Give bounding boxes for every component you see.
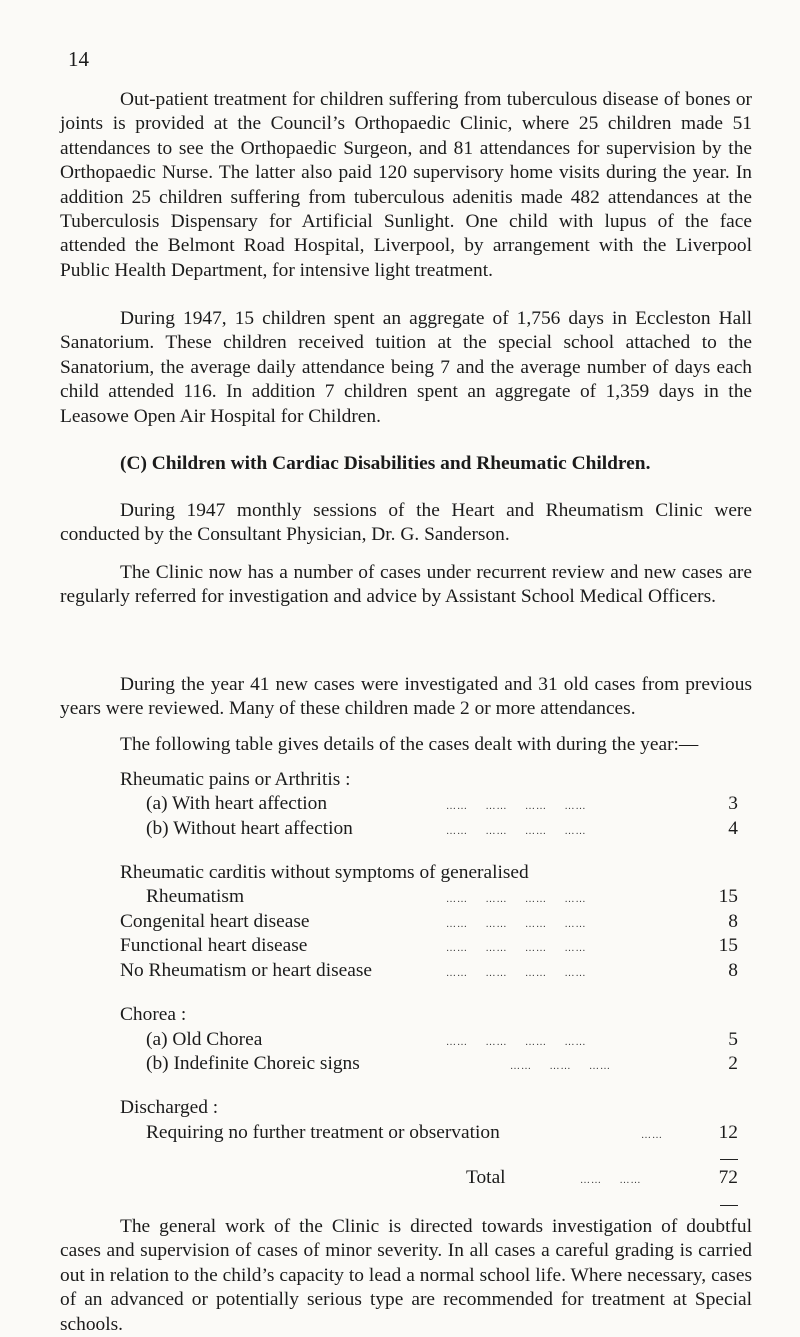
row-value: 8	[728, 911, 738, 932]
row-label: Rheumatism	[146, 886, 245, 907]
table-intro: The following table gives details of the cases dealt with during the year:—	[120, 734, 699, 755]
group-title-discharged: Discharged :	[120, 1097, 219, 1118]
row-value: 8	[728, 960, 738, 981]
group-title-chorea: Chorea :	[120, 1004, 187, 1025]
leader-dots: …… …… …… ……	[446, 826, 587, 837]
table-row	[0, 911, 800, 935]
row-value: 4	[728, 818, 738, 839]
row-label: Functional heart disease	[120, 935, 308, 956]
row-label: Requiring no further treatment or observation	[146, 1122, 500, 1143]
table-row	[0, 818, 800, 842]
table-row	[0, 862, 800, 886]
leader-dots: …… …… ……	[510, 1061, 611, 1072]
section-heading: (C) Children with Cardiac Disabilities and Rheumatic Children.	[120, 453, 651, 474]
leader-dots: …… …… …… ……	[446, 943, 587, 954]
total-value: 72	[718, 1167, 738, 1188]
total-label: Total	[466, 1167, 506, 1188]
leader-dots: …… …… …… ……	[446, 919, 587, 930]
table-row	[0, 1053, 800, 1077]
leader-dots: ……	[641, 1130, 663, 1141]
table-row	[0, 1029, 800, 1053]
paragraph-orthopaedic: Out-patient treatment for children suffering from tuberculous disease of bones or joints is provided at the Council’s Orthopaedic Clinic, where 25 children made 51 attendances to see the Orthopaedic Surgeon, and 81 attendances for supervision by the Orthopaedic Nurse. The latter also paid 120 supervisory home visits during the year. In addition 25 children suffering from tuberculous adenitis made 482 attendances at the Tuberculosis Dispensary for Artificial Sunlight. One child with lupus of the face attended the Belmont Road Hospital, Liverpool, by arrangement with the Liverpool Public Health Department, for intensive light treatment.	[60, 89, 752, 281]
paragraph-sanatorium: During 1947, 15 children spent an aggregate of 1,756 days in Eccleston Hall Sanatorium. These children received tuition at the special school attached to the Sanatorium, the average daily attendance being 7 and the average number of days each child attended 116. In addition 7 children spent an aggregate of 1,359 days in the Leasowe Open Air Hospital for Children.	[60, 308, 752, 427]
row-value: 2	[728, 1053, 738, 1074]
paragraph-closing: The general work of the Clinic is directed towards investigation of doubtful cases and supervision of cases of minor severity. In all cases a careful grading is carried out in relation to the child’s capacity to lead a normal school life. Where necessary, cases of an advanced or potentially serious type are recommended for treatment at Special schools.	[60, 1216, 752, 1335]
table-row	[0, 960, 800, 984]
row-value: 5	[728, 1029, 738, 1050]
paragraph-cases-investigated: During the year 41 new cases were investigated and 31 old cases from previous years were reviewed. Many of these children made 2 or more attendances.	[60, 674, 752, 720]
table-row	[0, 935, 800, 959]
table-row-total	[0, 1167, 800, 1191]
row-label: (b) Indefinite Choreic signs	[146, 1053, 360, 1074]
row-value: 15	[718, 935, 738, 956]
row-label: Congenital heart disease	[120, 911, 310, 932]
leader-dots: …… ……	[580, 1175, 642, 1186]
leader-dots: …… …… …… ……	[446, 894, 587, 905]
row-label: (a) With heart affection	[146, 793, 328, 814]
row-value: 3	[728, 793, 738, 814]
table-row	[0, 1122, 800, 1146]
paragraph-recurrent-review: The Clinic now has a number of cases under recurrent review and new cases are regularly referred for investigation and advice by Assistant School Medical Officers.	[60, 562, 752, 608]
row-value: 12	[718, 1122, 738, 1143]
row-label: Rheumatic carditis without symptoms of generalised	[120, 862, 529, 883]
row-label: (a) Old Chorea	[146, 1029, 263, 1050]
row-value: 15	[718, 886, 738, 907]
paragraph-clinic-sessions: During 1947 monthly sessions of the Heart and Rheumatism Clinic were conducted by the Consultant Physician, Dr. G. Sanderson.	[60, 500, 752, 546]
table-row	[0, 886, 800, 910]
group-title-rheumatic-pains: Rheumatic pains or Arthritis :	[120, 769, 351, 790]
sum-rule-top	[720, 1159, 738, 1160]
row-label: (b) Without heart affection	[146, 818, 353, 839]
leader-dots: …… …… …… ……	[446, 1037, 587, 1048]
sum-rule-bottom	[720, 1205, 738, 1206]
leader-dots: …… …… …… ……	[446, 968, 587, 979]
row-label: No Rheumatism or heart disease	[120, 960, 373, 981]
page-number: 14	[68, 47, 89, 71]
table-row	[0, 793, 800, 817]
leader-dots: …… …… …… ……	[446, 801, 587, 812]
